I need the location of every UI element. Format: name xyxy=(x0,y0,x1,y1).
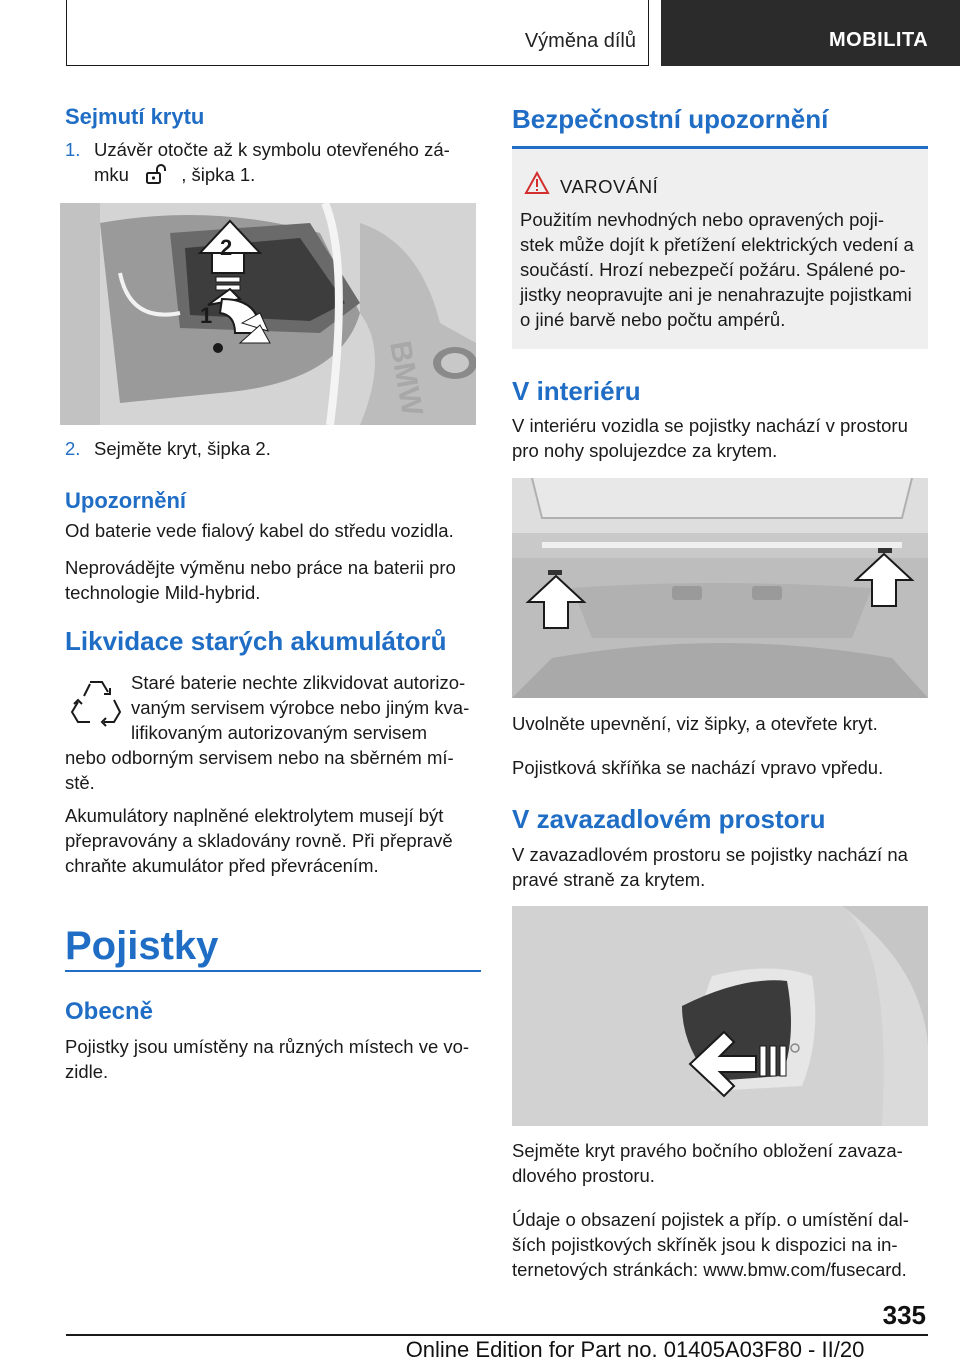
interior-heading: V interiéru xyxy=(512,376,641,406)
header-section-title: Výměna dílů xyxy=(524,30,636,52)
trunk-paragraph-2: Sejměte kryt pravého bočního obložení zavaza- dlového prostoru. xyxy=(512,1140,903,1186)
general-paragraph: Pojistky jsou umístěny na různých místech ve vo- zidle. xyxy=(65,1036,470,1082)
disposal-paragraph-2: Akumulátory naplněné elektrolytem musejí být přepravovány a skladovány rovně. Při přepravě chraňte akumulátor před převrácením. xyxy=(65,805,453,876)
warning-text: Použitím nevhodných nebo opravených poji- stek může dojít k přetížení elektrických vedení a součástí. Hrozí nebezpečí požáru. Spálené po- jistky neopravujte ani je nenahrazujte pojistkami o jiné barvě nebo počtu ampérů. xyxy=(520,209,914,330)
general-heading: Obecně xyxy=(65,998,154,1025)
removing-cover-heading: Sejmutí krytu xyxy=(65,104,205,129)
disposal-paragraph-1-bottom: nebo odborným servisem nebo na sběrném mí- stě. xyxy=(65,747,454,793)
image-label-1: 1 xyxy=(200,303,213,328)
image-label-2: 2 xyxy=(220,235,233,260)
interior-paragraph-2: Uvolněte upevnění, viz šipky, a otevřete kryt. xyxy=(512,713,878,734)
notice-heading: Upozornění xyxy=(65,488,186,513)
trunk-heading: V zavazadlovém prostoru xyxy=(512,804,826,834)
disposal-heading: Likvidace starých akumulátorů xyxy=(65,626,447,656)
step-1-line-2 xyxy=(94,162,480,187)
disposal-paragraph-1-top: Staré baterie nechte zlikvidovat autorizo- vaným servisem výrobce nebo jiným kva- lifikovaným autorizovaným servisem xyxy=(131,672,470,743)
fusecard-link-line: ternetových stránkách: www.bmw.com/fusecard. xyxy=(512,1259,907,1280)
recycling-icon xyxy=(68,674,124,730)
warning-title: VAROVÁNÍ xyxy=(560,176,659,197)
edition-footer: Online Edition for Part no. 01405A03F80 - II/20 xyxy=(405,1337,865,1362)
step-2-text: Sejměte kryt, šipka 2. xyxy=(94,438,271,459)
battery-cover-image xyxy=(60,203,476,425)
step-1-text xyxy=(94,137,480,187)
step-1-line-2b: , šipka 1. xyxy=(181,164,256,185)
fuses-heading-rule xyxy=(65,970,481,972)
fuses-heading: Pojistky xyxy=(65,924,219,968)
step-2-number: 2. xyxy=(65,438,81,459)
warning-triangle-icon xyxy=(524,171,550,195)
safety-heading: Bezpečnostní upozornění xyxy=(512,104,829,134)
header-chapter-tab xyxy=(661,0,960,66)
step-1-line-1: Uzávěr otočte až k symbolu otevřeného zá- xyxy=(94,139,450,160)
trunk-paragraph-1: V zavazadlovém prostoru se pojistky nachází na pravé straně za krytem. xyxy=(512,844,908,890)
step-1-line-2a: mku xyxy=(94,164,129,185)
header-chapter-title: MOBILITA xyxy=(829,29,929,51)
page-number: 335 xyxy=(882,1300,926,1330)
page-header xyxy=(0,0,960,66)
notice-paragraph-2: Neprovádějte výměnu nebo práce na baterii pro technologie Mild-hybrid. xyxy=(65,557,456,603)
header-section-box xyxy=(66,0,649,66)
interior-paragraph-1: V interiéru vozidla se pojistky nachází v prostoru pro nohy spolujezdce za krytem. xyxy=(512,415,908,461)
warning-box xyxy=(512,146,928,349)
image-engine-logo: BMW xyxy=(383,338,429,419)
step-1-number: 1. xyxy=(65,139,81,160)
unlock-icon xyxy=(140,163,170,185)
trunk-fusebox-image xyxy=(512,906,928,1126)
step-1 xyxy=(65,137,80,162)
trunk-paragraph-3: Údaje o obsazení pojistek a příp. o umístění dal- ších pojistkových skříněk jsou k dispozici na in- ternetových stránkách: www.bmw.com/fusecard. xyxy=(512,1207,932,1282)
interior-fusebox-image xyxy=(512,478,928,698)
notice-paragraph-1: Od baterie vede fialový kabel do středu vozidla. xyxy=(65,520,454,541)
interior-paragraph-3: Pojistková skříňka se nachází vpravo vpředu. xyxy=(512,757,884,778)
footer-rule xyxy=(66,1334,928,1336)
